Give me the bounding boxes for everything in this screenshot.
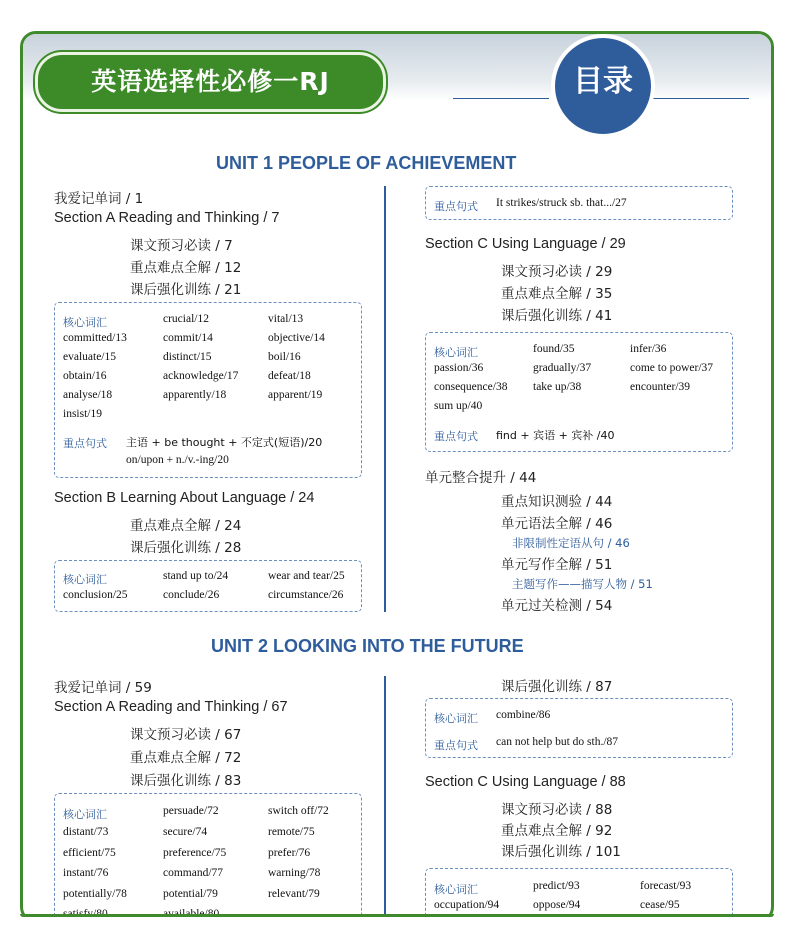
vocab-word: combine/86 (496, 709, 551, 721)
unit2-secC-item-3[interactable]: 课后强化训练 / 101 (501, 844, 621, 860)
vocab-word: defeat/18 (268, 370, 311, 382)
vocab-word: oppose/94 (533, 899, 581, 911)
core-vocab-label: 核心词汇 (63, 573, 107, 586)
vocab-word: potential/79 (163, 888, 218, 900)
core-vocab-label: 核心词汇 (63, 808, 107, 821)
unit1-secC-item-3[interactable]: 课后强化训练 / 41 (501, 308, 613, 324)
unit2-column-divider (384, 676, 386, 916)
unit1-grammar-subtopic[interactable]: 非限制性定语从句 / 46 (512, 536, 630, 550)
unit1-title: UNIT 1 PEOPLE OF ACHIEVEMENT (216, 153, 517, 173)
core-vocab-label: 核心词汇 (434, 346, 478, 359)
vocab-word: acknowledge/17 (163, 370, 239, 382)
unit2-section-c[interactable]: Section C Using Language / 88 (425, 774, 626, 790)
vocab-word: prefer/76 (268, 847, 311, 859)
vocab-word: preference/75 (163, 847, 227, 859)
vocab-word: found/35 (533, 343, 575, 355)
vocab-word: efficient/75 (63, 847, 116, 859)
vocab-word: objective/14 (268, 332, 325, 344)
vocab-word: persuade/72 (163, 805, 219, 817)
unit2-section-a[interactable]: Section A Reading and Thinking / 67 (54, 699, 288, 715)
unit2-secC-item-2[interactable]: 重点难点全解 / 92 (501, 823, 613, 839)
key-sentence: can not help but do sth./87 (496, 736, 619, 748)
vocab-word: boil/16 (268, 351, 301, 363)
vocab-word: potentially/78 (63, 888, 127, 900)
vocab-word: commit/14 (163, 332, 213, 344)
vocab-word: take up/38 (533, 381, 582, 393)
vocab-word: warning/78 (268, 867, 321, 879)
unit1-column-divider (384, 186, 386, 612)
unit2-secA-item-2[interactable]: 重点难点全解 / 72 (130, 750, 242, 766)
unit2-secC-item-1[interactable]: 课文预习必读 / 88 (501, 802, 613, 818)
book-title: 英语选择性必修一RJ (35, 52, 386, 112)
vocab-word: apparent/19 (268, 389, 323, 401)
unit2-vocab-link[interactable]: 我爱记单词 / 59 (54, 680, 152, 696)
key-sentence: on/upon + n./v.-ing/20 (126, 454, 229, 466)
vocab-word: secure/74 (163, 826, 208, 838)
vocab-word: command/77 (163, 867, 224, 879)
core-vocab-label: 核心词汇 (434, 883, 478, 896)
frame-bottom-edge (20, 914, 774, 917)
core-vocab-label: 核心词汇 (434, 712, 478, 725)
vocab-word: crucial/12 (163, 313, 209, 325)
key-sentence: 主语 + be thought + 不定式(短语)/20 (126, 436, 323, 449)
core-vocab-label: 核心词汇 (63, 316, 107, 329)
unit1-test-link[interactable]: 单元过关检测 / 54 (501, 598, 613, 614)
vocab-word: conclusion/25 (63, 589, 128, 601)
vocab-word: consequence/38 (434, 381, 508, 393)
vocab-word: insist/19 (63, 408, 102, 420)
vocab-word: encounter/39 (630, 381, 691, 393)
vocab-word: forecast/93 (640, 880, 692, 892)
vocab-word: committed/13 (63, 332, 127, 344)
unit1-secA-item-1[interactable]: 课文预习必读 / 7 (130, 238, 233, 254)
header-rule-left (453, 98, 549, 99)
vocab-word: switch off/72 (268, 805, 329, 817)
vocab-word: cease/95 (640, 899, 680, 911)
vocab-word: come to power/37 (630, 362, 714, 374)
unit1-secC-item-2[interactable]: 重点难点全解 / 35 (501, 286, 613, 302)
vocab-word: relevant/79 (268, 888, 320, 900)
vocab-word: passion/36 (434, 362, 484, 374)
unit1-review-link[interactable]: 单元整合提升 / 44 (425, 470, 537, 486)
vocab-word: occupation/94 (434, 899, 500, 911)
key-sentence-label: 重点句式 (434, 739, 478, 752)
unit2-secA-item-3[interactable]: 课后强化训练 / 83 (130, 773, 242, 789)
unit1-secB-item-2[interactable]: 课后强化训练 / 28 (130, 540, 242, 556)
unit1-review-item-2[interactable]: 单元语法全解 / 46 (501, 516, 613, 532)
unit1-secC-item-1[interactable]: 课文预习必读 / 29 (501, 264, 613, 280)
vocab-word: distant/73 (63, 826, 109, 838)
unit1-secA-item-3[interactable]: 课后强化训练 / 21 (130, 282, 242, 298)
toc-badge: 目录 (551, 34, 655, 138)
key-sentence-label: 重点句式 (434, 200, 478, 213)
vocab-word: vital/13 (268, 313, 304, 325)
unit1-section-b[interactable]: Section B Learning About Language / 24 (54, 490, 315, 506)
unit1-secA-item-2[interactable]: 重点难点全解 / 12 (130, 260, 242, 276)
vocab-word: evaluate/15 (63, 351, 117, 363)
key-sentence-label: 重点句式 (63, 437, 107, 450)
vocab-word: analyse/18 (63, 389, 113, 401)
header-rule-right (649, 98, 749, 99)
unit1-section-a[interactable]: Section A Reading and Thinking / 7 (54, 210, 280, 226)
vocab-word: distinct/15 (163, 351, 212, 363)
vocab-word: remote/75 (268, 826, 315, 838)
vocab-word: apparently/18 (163, 389, 227, 401)
vocab-word: gradually/37 (533, 362, 592, 374)
vocab-word: instant/76 (63, 867, 109, 879)
unit1-section-c[interactable]: Section C Using Language / 29 (425, 236, 626, 252)
vocab-word: obtain/16 (63, 370, 107, 382)
vocab-word: infer/36 (630, 343, 667, 355)
key-sentence-label: 重点句式 (434, 430, 478, 443)
unit1-writing-link[interactable]: 单元写作全解 / 51 (501, 557, 613, 573)
vocab-word: wear and tear/25 (268, 570, 345, 582)
vocab-word: conclude/26 (163, 589, 220, 601)
unit1-secB-item-1[interactable]: 重点难点全解 / 24 (130, 518, 242, 534)
page-bottom-margin (0, 917, 790, 941)
vocab-word: predict/93 (533, 880, 580, 892)
unit2-title: UNIT 2 LOOKING INTO THE FUTURE (211, 636, 524, 656)
unit2-secA-item-1[interactable]: 课文预习必读 / 67 (130, 727, 242, 743)
unit2-secB-item[interactable]: 课后强化训练 / 87 (501, 679, 613, 695)
unit1-review-item-1[interactable]: 重点知识测验 / 44 (501, 494, 613, 510)
unit1-vocab-link[interactable]: 我爱记单词 / 1 (54, 191, 144, 207)
vocab-word: stand up to/24 (163, 570, 229, 582)
key-sentence: find + 宾语 + 宾补 /40 (496, 429, 615, 442)
unit1-writing-subtopic[interactable]: 主题写作——描写人物 / 51 (512, 577, 653, 591)
vocab-word: sum up/40 (434, 400, 483, 412)
key-sentence: It strikes/struck sb. that.../27 (496, 197, 627, 209)
vocab-word: circumstance/26 (268, 589, 344, 601)
